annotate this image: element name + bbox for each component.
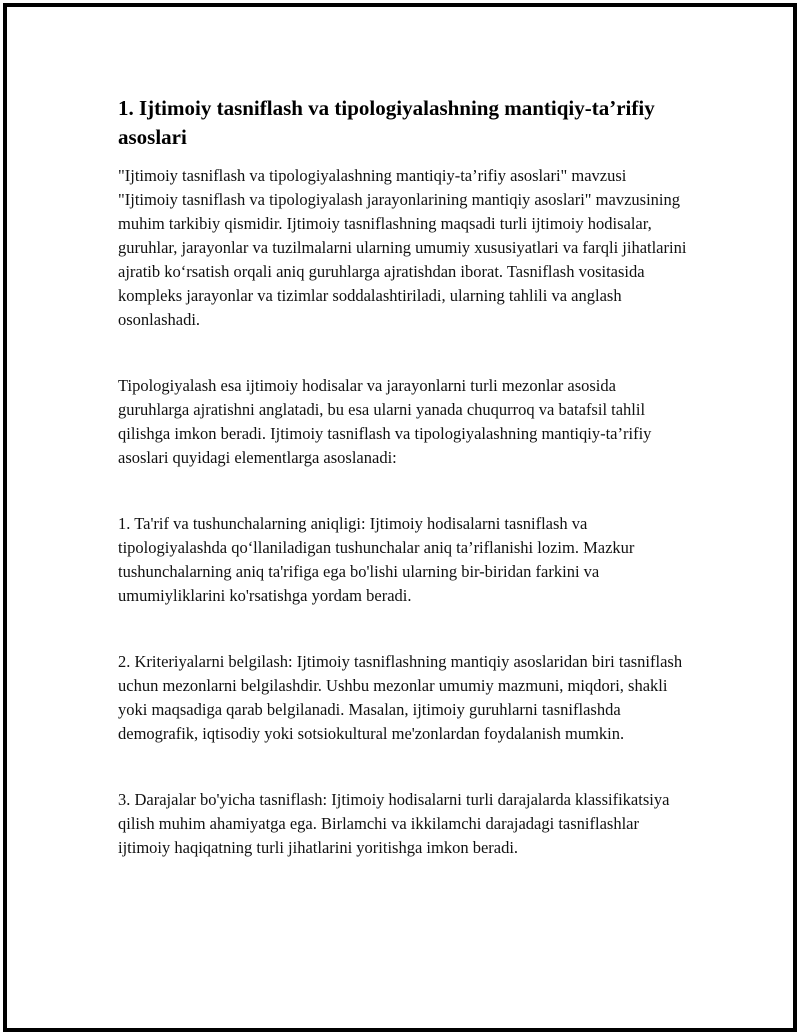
paragraph-typology: Tipologiyalash esa ijtimoiy hodisalar va jarayonlarni turli mezonlar asosida guruhlarga ajratishni anglatadi, bu esa ularni yanada chuqurroq va batafsil tahlil qilishga imkon beradi. Ijtimoiy tasniflash va tipologiyalashning mantiqiy-ta’rifiy asoslari quyidagi elementlarga asoslanadi:	[118, 376, 652, 467]
paragraph-spacer	[118, 746, 688, 788]
list-item-levels: 3. Darajalar bo'yicha tasniflash: Ijtimoiy hodisalarni turli darajalarda klassifikatsiya qilish muhim ahamiyatga ega. Birlamchi va ikkilamchi darajadagi tasniflashlar ijtimoiy haqiqatning turli jihatlarini yoritishga imkon beradi.	[118, 790, 670, 857]
section-heading: 1. Ijtimoiy tasniflash va tipologiyalashning mantiqiy-ta’rifiy asoslari	[118, 96, 655, 149]
paragraph-spacer	[118, 608, 688, 650]
paragraph-intro: "Ijtimoiy tasniflash va tipologiyalashning mantiqiy-ta’rifiy asoslari" mavzusi "Ijtimoiy tasniflash va tipologiyalash jarayonlarining mantiqiy asoslari" mavzusining muhim tarkibiy qismidir. Ijtimoiy tasniflashning maqsadi turli ijtimoiy hodisalar, guruhlar, jarayonlar va tuzilmalarni ularning umumiy xususiyatlari va farqli jihatlarini ajratib ko‘rsatish orqali aniq guruhlarga ajratishdan iborat. Tasniflash vositasida kompleks jarayonlar va tizimlar soddalashtiriladi, ularning tahlili va anglash osonlashadi.	[118, 166, 687, 329]
document-body	[118, 94, 688, 860]
paragraph-spacer	[118, 332, 688, 374]
list-item-criteria: 2. Kriteriyalarni belgilash: Ijtimoiy tasniflashning mantiqiy asoslaridan biri tasniflash uchun mezonlarni belgilashdir. Ushbu mezonlar umumiy mazmuni, miqdori, shakli yoki maqsadiga qarab belgilanadi. Masalan, ijtimoiy guruhlarni tasniflashda demografik, iqtisodiy yoki sotsiokultural me'zonlardan foydalanish mumkin.	[118, 652, 683, 743]
paragraph-spacer	[118, 470, 688, 512]
list-item-definitions: 1. Ta'rif va tushunchalarning aniqligi: Ijtimoiy hodisalarni tasniflash va tipologiyalashda qo‘llaniladigan tushunchalar aniq ta’riflanishi lozim. Mazkur tushunchalarning aniq ta'rifiga ega bo'lishi ularning bir-biridan farkini va umumiyliklarini ko'rsatishga yordam beradi.	[118, 514, 635, 605]
